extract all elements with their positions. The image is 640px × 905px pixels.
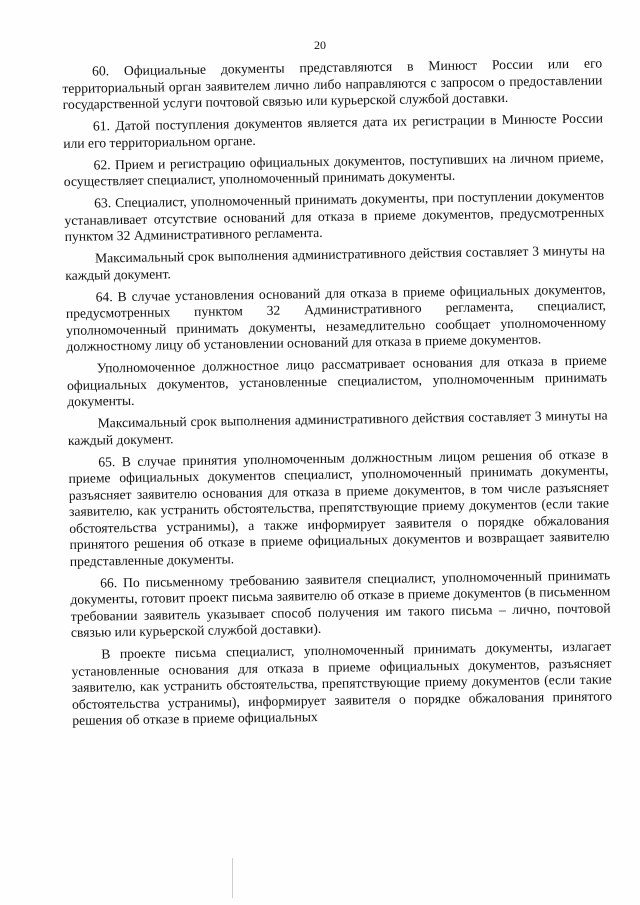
paragraph-65: 65. В случае принятия уполномоченным должностным лицом решения об отказе в приеме официальных документов специалист, уполномоченный принимать документы, разъясняет заявителю основания для отказа в приеме документов, в том числе разъясняет заявителю, как устранить обстоятельства, препятствующие приему документов (если такие обстоятельства устранимы), а также информирует заявителя о порядке обжалования принятого решения об отказе в приеме официальных документов и возвращает заявителю представленные документы. <box>68 445 610 569</box>
paragraph-60: 60. Официальные документы представляются в Минюст России или его территориальный орган заявителем лично либо направляются с запросом о предоставлении государственной услуги почтовой связью или курьерской службой доставки. <box>62 55 603 112</box>
scan-artifact-line <box>232 858 233 898</box>
page-number: 20 <box>314 38 326 52</box>
paragraph-63-time-limit: Максимальный срок выполнения административного действия составляет 3 минуты на каждый документ. <box>65 242 606 283</box>
paragraph-66-draft-letter: В проекте письма специалист, уполномоченный принимать документы, излагает установленные основания для отказа в приеме официальных документов, разъясняет заявителю, как устранить обстоятельства, препятствующие приему документов (если такие обстоятельства устранимы), информирует заявителя о порядке обжалования принятого решения об отказе в приеме официальных <box>71 638 613 728</box>
paragraph-61: 61. Датой поступления документов является дата их регистрации в Минюсте России или его территориальном органе. <box>63 110 604 151</box>
paragraph-63: 63. Специалист, уполномоченный принимать документы, при поступлении документов устанавливает отсутствие оснований для отказа в приеме документов, предусмотренных пунктом 32 Административного регламента. <box>64 187 605 244</box>
body-text <box>62 56 612 735</box>
paragraph-64-review: Уполномоченное должностное лицо рассматривает основания для отказа в приеме официальных документов, установленные специалистом, уполномоченным принимать документы. <box>66 352 608 409</box>
paragraph-66: 66. По письменному требованию заявителя специалист, уполномоченный принимать документы, готовит проект письма заявителю об отказе в приеме документов (в письменном требовании заявитель указывает способ получения им такого письма – лично, почтовой связью или курьерской службой доставки). <box>70 566 611 640</box>
paragraph-62: 62. Прием и регистрацию официальных документов, поступивших на личном приеме, осуществляет специалист, уполномоченный принимать документы. <box>63 149 604 189</box>
paragraph-64: 64. В случае установления оснований для отказа в приеме официальных документов, предусмотренных пунктом 32 Административного регламента, специалист, уполномоченный принимать документы, незамедлительно сообщает уполномоченному должностному лицу об установлении оснований для отказа в приеме документов. <box>65 280 607 354</box>
paragraph-64-time-limit: Максимальный срок выполнения административного действия составляет 3 минуты на каждый документ. <box>67 407 608 448</box>
